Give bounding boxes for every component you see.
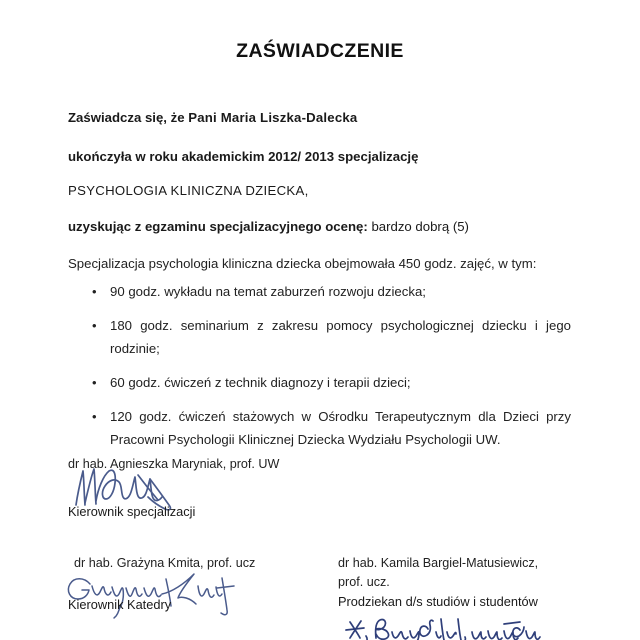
- bullet-icon: •: [92, 409, 97, 424]
- signatory-role: Kierownik specjalizacji: [68, 504, 196, 519]
- declaration-line-academic-year: ukończyła w roku akademickim 2012/ 2013 specjalizację: [68, 149, 419, 164]
- grade-value: bardzo dobrą (5): [371, 219, 469, 234]
- page-title: ZAŚWIADCZENIE: [236, 40, 404, 62]
- specialization-name: PSYCHOLOGIA KLINICZNA DZIECKA,: [68, 183, 309, 198]
- body-intro-text: Specjalizacja psychologia kliniczna dziecka obejmowała 450 godz. zajęć, w tym:: [68, 256, 537, 271]
- hours-breakdown-list: [68, 280, 571, 462]
- signatory-title: prof. ucz.: [338, 575, 390, 589]
- declaration-line-recipient: [68, 110, 357, 125]
- declaration-line-grade: [68, 219, 469, 234]
- bullet-icon: •: [92, 375, 97, 390]
- bullet-icon: •: [92, 318, 97, 333]
- list-item: [68, 314, 571, 360]
- signatory-role: Prodziekan d/s studiów i studentów: [338, 594, 538, 609]
- declaration-prefix: Zaświadcza się, że: [68, 110, 185, 125]
- signatory-name: dr hab. Kamila Bargiel-Matusiewicz,: [338, 556, 539, 570]
- signature-block-bargiel-matusiewicz: [338, 554, 588, 611]
- bullet-icon: •: [92, 284, 97, 299]
- list-item-label: 60 godz. ćwiczeń z technik diagnozy i terapii dzieci;: [110, 375, 411, 390]
- signature-block-kmita: [68, 554, 318, 612]
- handwritten-signature-icon: [344, 616, 544, 640]
- list-item: [68, 405, 571, 451]
- list-item: [68, 371, 571, 394]
- signatory-role: Kierownik Katedry: [68, 597, 172, 612]
- signature-block-maryniak: [68, 455, 280, 519]
- recipient-name: Pani Maria Liszka-Dalecka: [188, 110, 358, 125]
- signatory-name: dr hab. Agnieszka Maryniak, prof. UW: [68, 457, 280, 471]
- signatory-name: dr hab. Grażyna Kmita, prof. ucz: [74, 556, 256, 570]
- grade-label: uzyskując z egzaminu specjalizacyjnego ocenę:: [68, 219, 368, 234]
- list-item-label: 180 godz. seminarium z zakresu pomocy psychologicznej dziecku i jego rodzinie;: [110, 318, 571, 356]
- list-item-label: 90 godz. wykładu na temat zaburzeń rozwoju dziecka;: [110, 284, 426, 299]
- list-item-label: 120 godz. ćwiczeń stażowych w Ośrodku Terapeutycznym dla Dzieci przy Pracowni Psychologii Klinicznej Dziecka Wydziału Psychologii UW.: [110, 409, 571, 447]
- list-item: [68, 280, 571, 303]
